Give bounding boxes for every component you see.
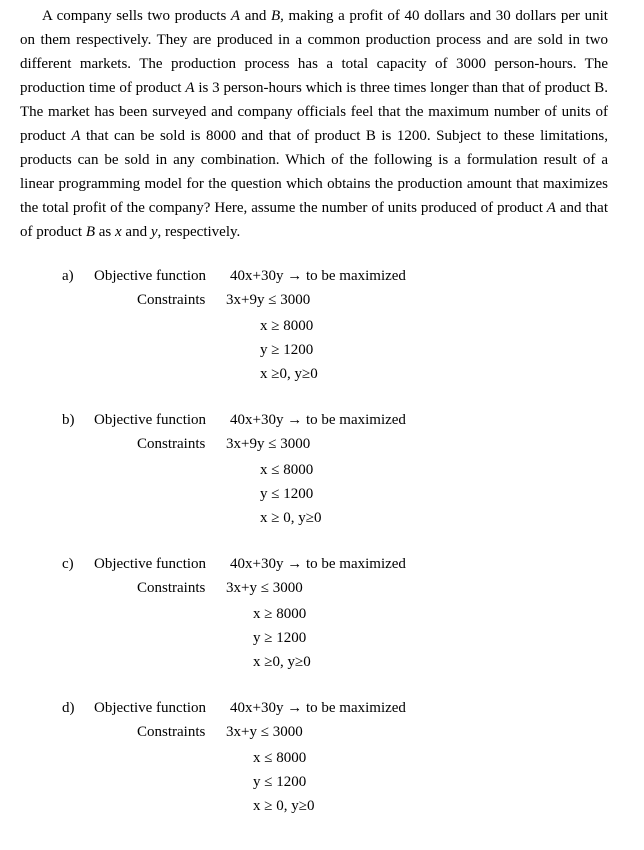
constraint-x: x ≤ 8000 bbox=[253, 750, 307, 766]
option-c bbox=[0, 556, 644, 686]
objective-label: Objective function bbox=[94, 700, 207, 716]
question-fragment: A company sells two products bbox=[42, 8, 231, 24]
constraint-nonneg: x ≥0, y≥0 bbox=[260, 366, 318, 382]
question-fragment: , respectively. bbox=[157, 224, 241, 240]
constraints-label: Constraints bbox=[137, 436, 206, 452]
question-variable: A bbox=[185, 80, 195, 96]
constraint-capacity: 3x+y ≤ 3000 bbox=[226, 580, 303, 596]
question-variable: A bbox=[230, 8, 241, 24]
constraint-capacity: 3x+9y ≤ 3000 bbox=[226, 292, 311, 308]
constraint-capacity: 3x+y ≤ 3000 bbox=[226, 724, 303, 740]
option-letter: c) bbox=[62, 556, 74, 572]
question-fragment: is 3 person-hours which is three times longer than that of product B. The market has been surveyed and company officials feel that the maximum number of units of product bbox=[20, 80, 609, 144]
option-letter: d) bbox=[62, 700, 75, 716]
option-d bbox=[0, 700, 644, 830]
question-fragment: and that of product bbox=[20, 200, 608, 240]
objective-expression: 40x+30y → to be maximized bbox=[230, 412, 406, 428]
constraints-label: Constraints bbox=[137, 580, 206, 596]
question-fragment: that can be sold is 8000 and that of product B is 1200. Subject to these limitations, products can be sold in any combination. Which of the following is a formulation result of a linear programming model for the question which obtains the production amount that maximizes the total profit of the company? Here, assume the number of units produced of product bbox=[20, 128, 608, 216]
constraints-label: Constraints bbox=[137, 724, 206, 740]
objective-label: Objective function bbox=[94, 556, 207, 572]
constraint-nonneg: x ≥ 0, y≥0 bbox=[253, 798, 315, 814]
question-fragment: , making a profit of 40 dollars and 30 dollars per unit on them respectively. They are produced in a common production process and are sold in two different markets. The production process has a total capacity of 3000 person-hours. The production time of product bbox=[20, 8, 608, 96]
objective-expression: 40x+30y → to be maximized bbox=[230, 268, 406, 284]
question-fragment: and bbox=[121, 224, 151, 240]
constraint-x: x ≥ 8000 bbox=[260, 318, 314, 334]
question-fragment: and bbox=[240, 8, 271, 24]
constraint-x: x ≥ 8000 bbox=[253, 606, 307, 622]
question-variable: A bbox=[71, 128, 81, 144]
objective-expression: 40x+30y → to be maximized bbox=[230, 700, 406, 716]
question-text bbox=[20, 4, 608, 244]
option-letter: b) bbox=[62, 412, 75, 428]
question-fragment: as bbox=[95, 224, 115, 240]
constraint-y: y ≤ 1200 bbox=[253, 774, 307, 790]
constraints-label: Constraints bbox=[137, 292, 206, 308]
constraint-nonneg: x ≥ 0, y≥0 bbox=[260, 510, 322, 526]
constraint-y: y ≤ 1200 bbox=[260, 486, 314, 502]
objective-label: Objective function bbox=[94, 412, 207, 428]
question-variable: B bbox=[85, 224, 95, 240]
constraint-x: x ≤ 8000 bbox=[260, 462, 314, 478]
constraint-y: y ≥ 1200 bbox=[260, 342, 314, 358]
question-variable: x bbox=[115, 224, 122, 240]
objective-expression: 40x+30y → to be maximized bbox=[230, 556, 406, 572]
question-variable: y bbox=[150, 224, 158, 240]
question-variable: B bbox=[270, 8, 281, 24]
objective-label: Objective function bbox=[94, 268, 207, 284]
question-variable: A bbox=[546, 200, 556, 216]
constraint-capacity: 3x+9y ≤ 3000 bbox=[226, 436, 311, 452]
option-letter: a) bbox=[62, 268, 74, 284]
constraint-nonneg: x ≥0, y≥0 bbox=[253, 654, 311, 670]
option-b bbox=[0, 412, 644, 542]
constraint-y: y ≥ 1200 bbox=[253, 630, 307, 646]
option-a bbox=[0, 268, 644, 398]
